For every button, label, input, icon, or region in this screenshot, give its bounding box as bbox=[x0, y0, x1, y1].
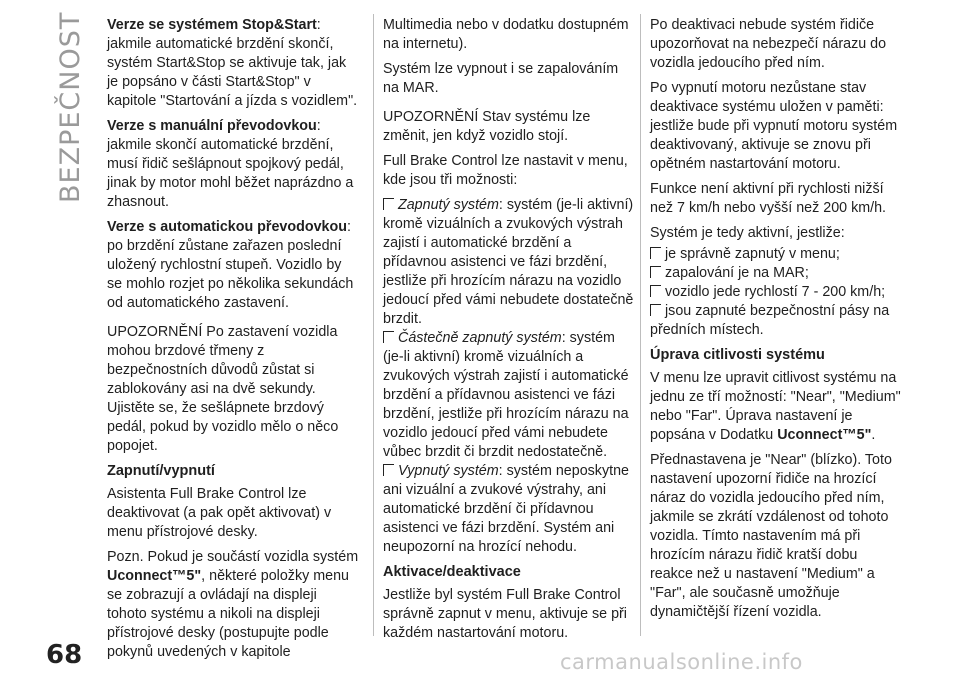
warning-paragraph: UPOZORNĚNÍ Stav systému lze změnit, jen když vozidlo stojí. bbox=[383, 109, 591, 144]
paragraph: Jestliže byl systém Full Brake Control správně zapnut v menu, aktivuje se při každém nastartování motoru. bbox=[383, 587, 627, 641]
option-name: Vypnutý systém bbox=[398, 463, 499, 479]
column-divider bbox=[373, 14, 374, 636]
paragraph: Full Brake Control lze nastavit v menu, kde jsou tři možnosti: bbox=[383, 153, 628, 188]
bullet-icon bbox=[383, 331, 394, 343]
column-divider bbox=[640, 14, 641, 636]
paragraph-text: jakmile skončí automatické brzdění, musí řidič sešlápnout spojkový pedál, jinak by motor mohl běžet naprázdno a zhasnout. bbox=[107, 137, 354, 210]
watermark: carmanualsonline.info bbox=[560, 650, 803, 674]
list-item: vozidlo jede rychlostí 7 - 200 km/h; bbox=[650, 283, 902, 302]
paragraph: Přednastavena je "Near" (blízko). Toto nastavení upozorní řidiče na hrozící náraz do vozidla jedoucího před ním, jakmile se zkrátí vzdálenost od tohoto vozidla. Tímto nastavením má při hrozícím nárazu řidič kratší dobu reakce než u nastavení "Medium" a "Far", ale současně umožňuje dynamičtější řízení vozidla. bbox=[650, 452, 892, 620]
list-item: Vypnutý systém: systém neposkytne ani vizuální a zvukové výstrahy, ani automatické brzdění či přídavnou asistenci ve fázi brzdění. Systém ani neupozorní na hrozící nehodu. bbox=[383, 463, 629, 555]
list-item: je správně zapnutý v menu; bbox=[650, 245, 902, 264]
product-name: Uconnect™5" bbox=[777, 427, 872, 443]
list-item: zapalování je na MAR; bbox=[650, 264, 902, 283]
note-paragraph: Pozn. Pokud je součástí vozidla systém Uconnect™5", některé položky menu se zobrazují a ovládají na displeji tohoto systému a nikoli na displeji přístrojové desky (postupujte podle pokynů uvedených v kapitole bbox=[107, 549, 359, 660]
bullet-icon bbox=[650, 285, 661, 297]
list-item: Zapnutý systém: systém (je-li aktivní) kromě vizuálních a zvukových výstrah zajistí i automatické brzdění a přídavnou asistenci ve fázi brzdění, jestliže při hrozícím nárazu na vozidlo jedoucí před vámi nebudete dostatečně brzdit. bbox=[383, 197, 634, 327]
text-column-1 bbox=[107, 16, 359, 668]
list-item: jsou zapnuté bezpečnostní pásy na předních místech. bbox=[650, 303, 890, 338]
warning-paragraph: UPOZORNĚNÍ Po zastavení vozidla mohou brzdové třmeny z bezpečnostních důvodů zůstat si zablokovány asi na dvě sekundy. Ujistěte se, že sešlápnete brzdový pedál, pokud by vozidlo mělo o něco popojet. bbox=[107, 324, 339, 454]
page-number: 68 bbox=[46, 640, 83, 670]
bullet-icon bbox=[650, 304, 661, 316]
bullet-icon bbox=[650, 247, 661, 259]
section-heading-sensitivity: Úprava citlivosti systému bbox=[650, 347, 825, 363]
list-item: Částečně zapnutý systém: systém (je-li aktivní) kromě vizuálních a zvukových výstrah zajistí i automatické brzdění a přídavnou asistenci ve fázi brzdění, jestliže při hrozícím nárazu na vozidlo jedoucí před vámi nebudete vůbec brzdit či brzdit nedostatečně. bbox=[383, 330, 629, 460]
section-title-text: BEZPEČNOST bbox=[55, 11, 86, 203]
paragraph: Verze s manuální převodovkou: jakmile skončí automatické brzdění, musí řidič sešlápnout spojkový pedál, jinak by motor mohl běžet naprázdno a zhasnout. bbox=[107, 118, 354, 210]
product-name: Uconnect™5" bbox=[107, 568, 202, 584]
paragraph: Asistenta Full Brake Control lze deaktivovat (a pak opět aktivovat) v menu přístrojové desky. bbox=[107, 486, 332, 540]
paragraph: Po vypnutí motoru nezůstane stav deaktivace systému uložen v paměti: jestliže bude při vypnutí motoru systém deaktivovaný, aktivuje se znovu při opětném nastartování motoru. bbox=[650, 80, 898, 172]
paragraph-text: jakmile automatické brzdění skončí, systém Start&Stop se aktivuje tak, jak je popsáno v části Start&Stop" v kapitole "Startování a jízda s vozidlem". bbox=[107, 36, 358, 109]
paragraph-heading: Verze s automatickou převodovkou bbox=[107, 219, 347, 235]
section-heading-activation: Aktivace/deaktivace bbox=[383, 564, 521, 580]
text-column-2 bbox=[383, 16, 635, 649]
paragraph: Funkce není aktivní při rychlosti nižší než 7 km/h nebo vyšší než 200 km/h. bbox=[650, 181, 887, 216]
text-column-3 bbox=[650, 16, 902, 628]
option-name: Částečně zapnutý systém bbox=[398, 330, 562, 346]
paragraph: Verze se systémem Stop&Start: jakmile automatické brzdění skončí, systém Start&Stop se aktivuje tak, jak je popsáno v části Start&Stop" v kapitole "Startování a jízda s vozidlem". bbox=[107, 17, 358, 109]
paragraph: V menu lze upravit citlivost systému na jednu ze tří možností: "Near", "Medium" nebo "Far". Úprava nastavení je popsána v Dodatku Uconnect™5". bbox=[650, 370, 901, 443]
bullet-icon bbox=[650, 266, 661, 278]
paragraph: Systém lze vypnout i se zapalováním na MAR. bbox=[383, 61, 619, 96]
option-name: Zapnutý systém bbox=[398, 197, 499, 213]
section-side-title bbox=[55, 11, 86, 203]
paragraph-text: po brzdění zůstane zařazen poslední uložený rychlostní stupeň. Vozidlo by se mohlo rozjet po několika sekundách od automatického zastavení. bbox=[107, 238, 354, 311]
paragraph: Verze s automatickou převodovkou: po brzdění zůstane zařazen poslední uložený rychlostní stupeň. Vozidlo by se mohlo rozjet po několika sekundách od automatického zastavení. bbox=[107, 219, 354, 311]
paragraph-heading: Verze s manuální převodovkou bbox=[107, 118, 317, 134]
section-heading-onoff: Zapnutí/vypnutí bbox=[107, 463, 215, 479]
bullet-icon bbox=[383, 464, 394, 476]
paragraph: Po deaktivaci nebude systém řidiče upozorňovat na nebezpečí nárazu do vozidla jedoucího před ním. bbox=[650, 17, 887, 71]
paragraph-heading: Verze se systémem Stop&Start bbox=[107, 17, 317, 33]
paragraph: Multimedia nebo v dodatku dostupném na internetu). bbox=[383, 17, 629, 52]
bullet-icon bbox=[383, 198, 394, 210]
paragraph: Systém je tedy aktivní, jestliže: bbox=[650, 225, 845, 241]
